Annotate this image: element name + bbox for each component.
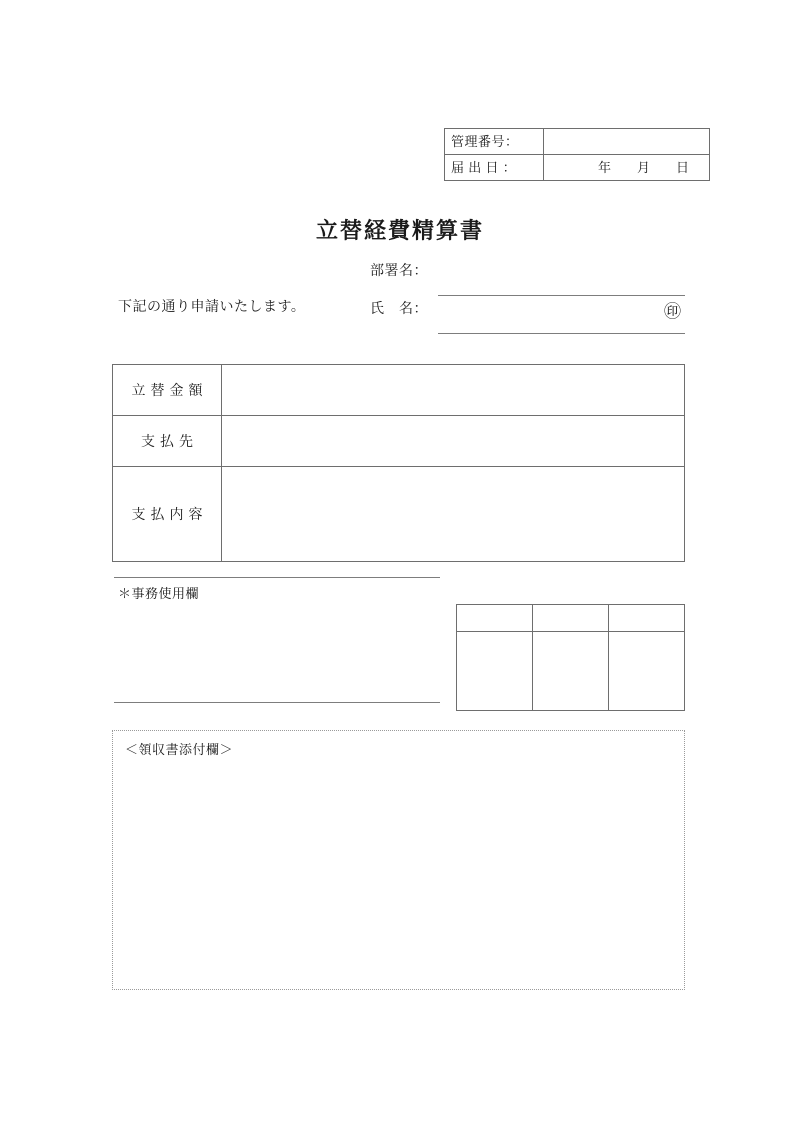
stamp-body-cell-3[interactable] <box>609 632 685 711</box>
stamp-grid-body-row <box>457 632 685 711</box>
submission-date-row <box>445 155 710 181</box>
row-value-amount[interactable] <box>222 365 685 416</box>
receipt-attachment-area[interactable] <box>112 730 685 990</box>
stamp-header-cell-3[interactable] <box>609 605 685 632</box>
name-input[interactable] <box>438 311 685 334</box>
department-input[interactable] <box>438 273 685 296</box>
office-use-top-rule <box>114 577 440 578</box>
table-row <box>113 416 685 467</box>
date-year-label: 年 <box>597 160 611 175</box>
name-field-row <box>370 300 685 334</box>
table-row <box>113 467 685 562</box>
stamp-header-cell-2[interactable] <box>533 605 609 632</box>
submission-date-label: 届 出 日 ： <box>445 155 544 181</box>
application-statement: 下記の通り申請いたします。 <box>118 300 306 315</box>
date-month-label: 月 <box>636 160 650 175</box>
row-label-amount: 立替金額 <box>113 365 222 416</box>
date-parts <box>550 155 703 180</box>
receipt-attachment-label: ＜領収書添付欄＞ <box>125 742 234 757</box>
table-row <box>113 365 685 416</box>
seal-icon: ㊞ <box>664 302 681 321</box>
office-use-label: ＊事務使用欄 <box>118 586 200 601</box>
name-label: 氏 名： <box>370 302 428 317</box>
department-field-row <box>370 262 685 296</box>
control-number-row <box>445 129 710 155</box>
admin-info-table <box>444 128 710 181</box>
row-label-payee: 支払先 <box>113 416 222 467</box>
row-value-payee[interactable] <box>222 416 685 467</box>
date-day-label: 日 <box>675 160 689 175</box>
stamp-body-cell-2[interactable] <box>533 632 609 711</box>
stamp-grid-header-row <box>457 605 685 632</box>
submission-date-field[interactable] <box>544 155 710 181</box>
control-number-label: 管理番号： <box>445 129 544 155</box>
approval-stamp-grid <box>456 604 685 711</box>
control-number-field[interactable] <box>544 129 710 155</box>
department-label: 部署名： <box>370 264 428 279</box>
row-label-detail: 支払内容 <box>113 467 222 562</box>
stamp-body-cell-1[interactable] <box>457 632 533 711</box>
office-use-bottom-rule <box>114 702 440 703</box>
expense-detail-table <box>112 364 685 562</box>
page-title: 立替経費精算書 <box>315 218 484 243</box>
stamp-header-cell-1[interactable] <box>457 605 533 632</box>
row-value-detail[interactable] <box>222 467 685 562</box>
